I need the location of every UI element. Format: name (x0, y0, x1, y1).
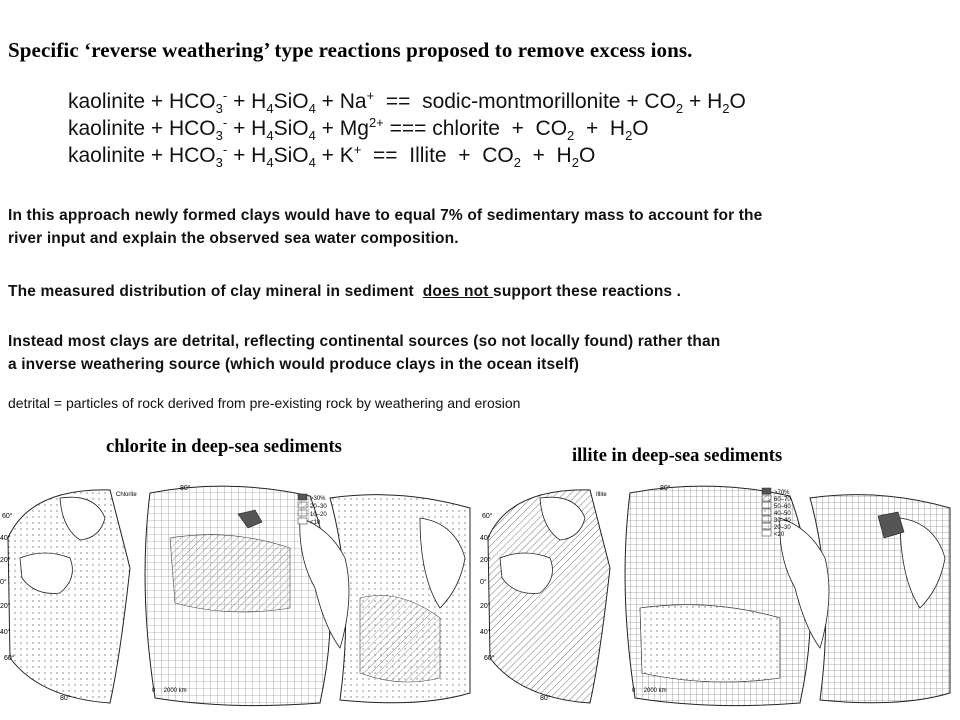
svg-text:10–20: 10–20 (310, 512, 327, 518)
slide-title: Specific ‘reverse weathering’ type reactions proposed to remove excess ions. (8, 38, 693, 62)
svg-text:50–60: 50–60 (774, 504, 791, 510)
svg-text:60–70: 60–70 (774, 497, 791, 503)
svg-text:60°: 60° (4, 655, 15, 662)
paragraph-distribution: The measured distribution of clay mineral in sediment does not support these reactions . (8, 283, 682, 300)
reaction-equations (68, 82, 746, 171)
svg-text:>70%: >70% (774, 490, 790, 496)
svg-text:0°: 0° (0, 579, 7, 586)
chlorite-world-map (0, 478, 478, 710)
svg-text:60°: 60° (484, 655, 495, 662)
svg-text:40°: 40° (0, 629, 11, 636)
svg-text:30–40: 30–40 (774, 518, 791, 524)
svg-text:40°: 40° (480, 535, 491, 542)
detrital-definition: detrital = particles of rock derived from pre-existing rock by weathering and erosion (8, 395, 521, 411)
chlorite-scale-label: 0 2000 km (152, 688, 187, 694)
illite-legend (762, 488, 791, 538)
chlorite-map-title: chlorite in deep-sea sediments (106, 437, 342, 457)
svg-text:20°: 20° (480, 603, 491, 610)
chlorite-inset-label: Chlorite (116, 492, 137, 498)
svg-text:20°: 20° (0, 603, 11, 610)
svg-text:20–30: 20–30 (310, 504, 327, 510)
svg-text:>30%: >30% (310, 496, 326, 502)
illite-map-title: illite in deep-sea sediments (572, 446, 783, 466)
paragraph-detrital: Instead most clays are detrital, reflecting continental sources (so not locally found) rather than a inverse weathering source (which would produce clays in the ocean itself) (8, 333, 721, 373)
does-not-underlined: does not (422, 283, 494, 300)
svg-text:80°: 80° (60, 695, 71, 702)
equation-sodic-montmorillonite: kaolinite + $HCO_3^- + H_4SiO_4 + Na^+$ == sodic-montmorillonite + $CO_2 + H_2O$ (68, 88, 746, 117)
map-lobe-atlantic (810, 495, 950, 703)
svg-text:<10: <10 (310, 520, 321, 526)
svg-text:60°: 60° (482, 513, 493, 520)
svg-text:40°: 40° (480, 629, 491, 636)
svg-text:20–30: 20–30 (774, 525, 791, 531)
illite-world-map (480, 478, 958, 710)
svg-text:20°: 20° (0, 557, 11, 564)
svg-text:80°: 80° (540, 695, 551, 702)
svg-text:40–50: 40–50 (774, 511, 791, 517)
equation-chlorite: kaolinite + $HCO_3^- + H_4SiO_4 + Mg^{2+}$ === chlorite + $CO_2 + H_2O$ (68, 115, 649, 144)
svg-text:20°: 20° (480, 557, 491, 564)
svg-text:40°: 40° (0, 535, 11, 542)
illite-scale-label: 0 2000 km (632, 688, 667, 694)
svg-text:80°: 80° (180, 485, 191, 492)
svg-text:<20: <20 (774, 532, 785, 538)
illite-inset-label: Illite (596, 492, 607, 498)
paragraph-clay-mass: In this approach newly formed clays would have to equal 7% of sedimentary mass to account for the river input and explain the observed sea water composition. (8, 207, 763, 247)
svg-text:0°: 0° (480, 579, 487, 586)
equation-illite: kaolinite + $HCO_3^- + H_4SiO_4 + K^+$ == Illite + $CO_2 + H_2O$ (68, 142, 596, 171)
svg-text:60°: 60° (2, 513, 13, 520)
svg-text:80°: 80° (660, 485, 671, 492)
